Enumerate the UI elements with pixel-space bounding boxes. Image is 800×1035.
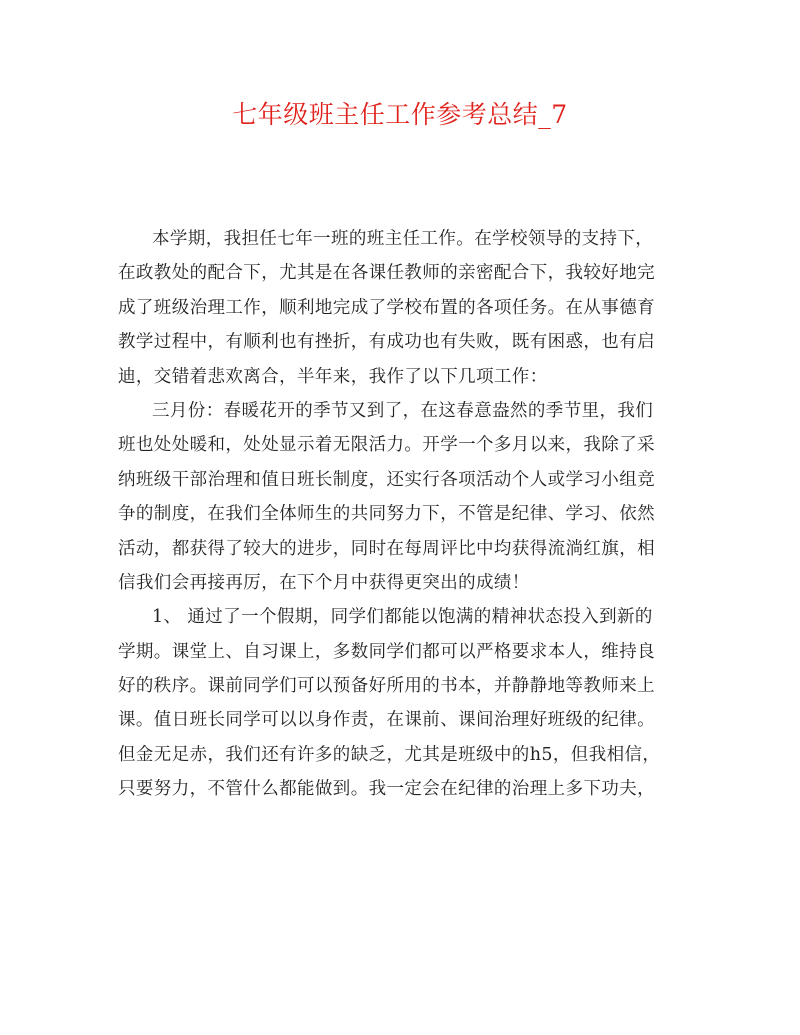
document-title: 七年级班主任工作参考总结_7 (232, 100, 568, 129)
text-line: 三月份：春暖花开的季节又到了，在这春意盎然的季节里，我们 (152, 400, 654, 421)
text-line: 迪，交错着悲欢离合，半年来，我作了以下几项工作： (118, 366, 548, 387)
document-body (118, 222, 684, 807)
text-line: 课。值日班长同学可以以身作责，在课前、课间治理好班级的纪律。 (118, 710, 655, 731)
text-line: 好的秩序。课前同学们可以预备好所用的书本，并静静地等教师来上 (118, 676, 655, 697)
paragraph-item-1 (118, 600, 684, 806)
paragraph-march (118, 394, 684, 600)
text-line: 本学期，我担任七年一班的班主任工作。在学校领导的支持下， (152, 229, 654, 249)
text-line: 成了班级治理工作，顺利地完成了学校布置的各项任务。在从事德育 (118, 297, 655, 318)
text-line: 但金无足赤，我们还有许多的缺乏，尤其是班级中的h5，但我相信， (118, 744, 661, 765)
text-line: 在政教处的配合下，尤其是在各课任教师的亲密配合下，我较好地完 (118, 263, 655, 284)
text-line: 1、 通过了一个假期，同学们都能以饱满的精神状态投入到新的 (152, 607, 653, 628)
text-line: 活动，都获得了较大的进步，同时在每周评比中均获得流淌红旗，相 (118, 538, 655, 559)
text-line: 争的制度，在我们全体师生的共同努力下，不管是纪律、学习、依然 (118, 504, 655, 525)
text-line: 只要努力，不管什么都能做到。我一定会在纪律的治理上多下功夫， (118, 779, 655, 800)
paragraph-intro (118, 222, 684, 394)
text-line: 信我们会再接再厉，在下个月中获得更突出的成绩！ (118, 572, 530, 593)
text-line: 学期。课堂上、自习课上，多数同学们都可以严格要求本人，维持良 (118, 641, 655, 662)
text-line: 纳班级干部治理和值日班长制度，还实行各项活动个人或学习小组竞 (118, 469, 655, 490)
text-line: 教学过程中，有顺利也有挫折，有成功也有失败，既有困惑，也有启 (118, 332, 655, 353)
text-line: 班也处处暖和，处处显示着无限活力。开学一个多月以来，我除了采 (118, 435, 655, 456)
